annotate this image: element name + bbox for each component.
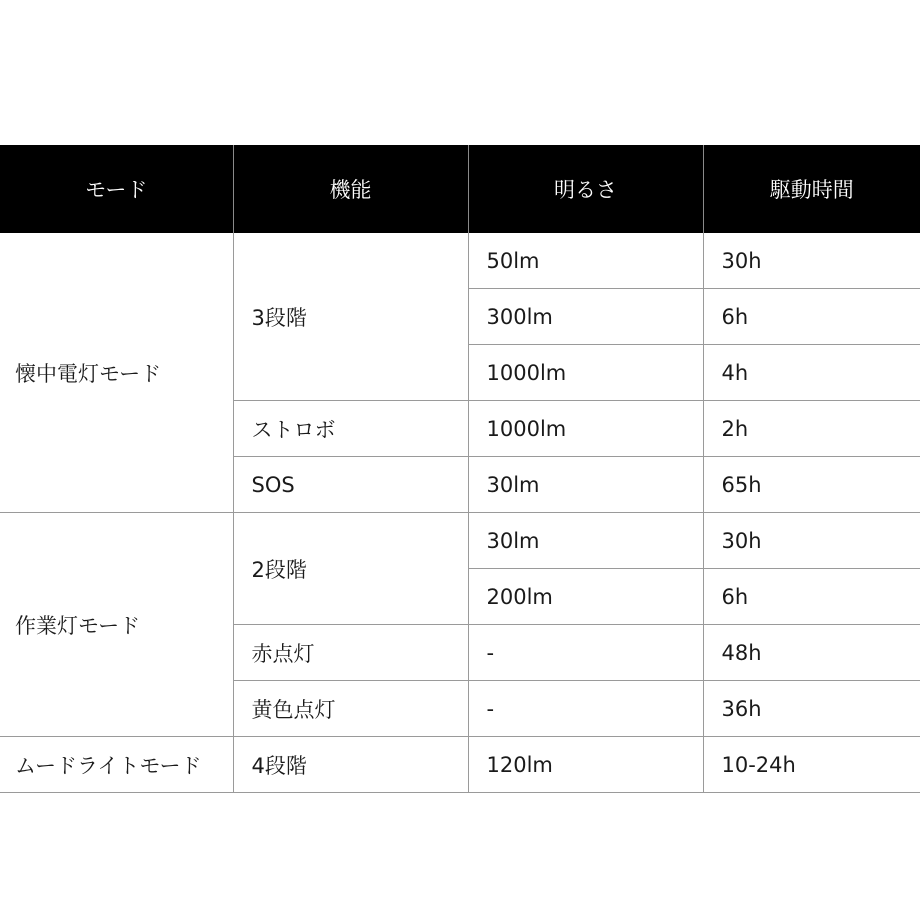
function-cell: 2段階 xyxy=(233,513,468,625)
brightness-cell: 50lm xyxy=(468,233,703,289)
spec-table xyxy=(0,145,920,793)
brightness-cell: 120lm xyxy=(468,737,703,793)
runtime-cell: 2h xyxy=(703,401,920,457)
header-runtime: 駆動時間 xyxy=(703,145,920,233)
header-brightness: 明るさ xyxy=(468,145,703,233)
table-header xyxy=(0,145,920,233)
brightness-cell: 30lm xyxy=(468,457,703,513)
header-mode: モード xyxy=(0,145,233,233)
runtime-cell: 65h xyxy=(703,457,920,513)
mode-cell: 懐中電灯モード xyxy=(0,233,233,513)
brightness-cell: 300lm xyxy=(468,289,703,345)
brightness-cell: - xyxy=(468,625,703,681)
header-function: 機能 xyxy=(233,145,468,233)
function-cell: 黄色点灯 xyxy=(233,681,468,737)
runtime-cell: 30h xyxy=(703,513,920,569)
runtime-cell: 48h xyxy=(703,625,920,681)
brightness-cell: 30lm xyxy=(468,513,703,569)
table-row xyxy=(0,737,920,793)
runtime-cell: 6h xyxy=(703,289,920,345)
runtime-cell: 4h xyxy=(703,345,920,401)
brightness-cell: 1000lm xyxy=(468,401,703,457)
runtime-cell: 6h xyxy=(703,569,920,625)
runtime-cell: 10-24h xyxy=(703,737,920,793)
runtime-cell: 30h xyxy=(703,233,920,289)
function-cell: ストロボ xyxy=(233,401,468,457)
header-row xyxy=(0,145,920,233)
table-body xyxy=(0,233,920,793)
mode-cell: 作業灯モード xyxy=(0,513,233,737)
runtime-cell: 36h xyxy=(703,681,920,737)
brightness-cell: 200lm xyxy=(468,569,703,625)
brightness-cell: 1000lm xyxy=(468,345,703,401)
brightness-cell: - xyxy=(468,681,703,737)
function-cell: SOS xyxy=(233,457,468,513)
function-cell: 4段階 xyxy=(233,737,468,793)
function-cell: 3段階 xyxy=(233,233,468,401)
table-row xyxy=(0,233,920,289)
table-row xyxy=(0,513,920,569)
mode-cell: ムードライトモード xyxy=(0,737,233,793)
function-cell: 赤点灯 xyxy=(233,625,468,681)
